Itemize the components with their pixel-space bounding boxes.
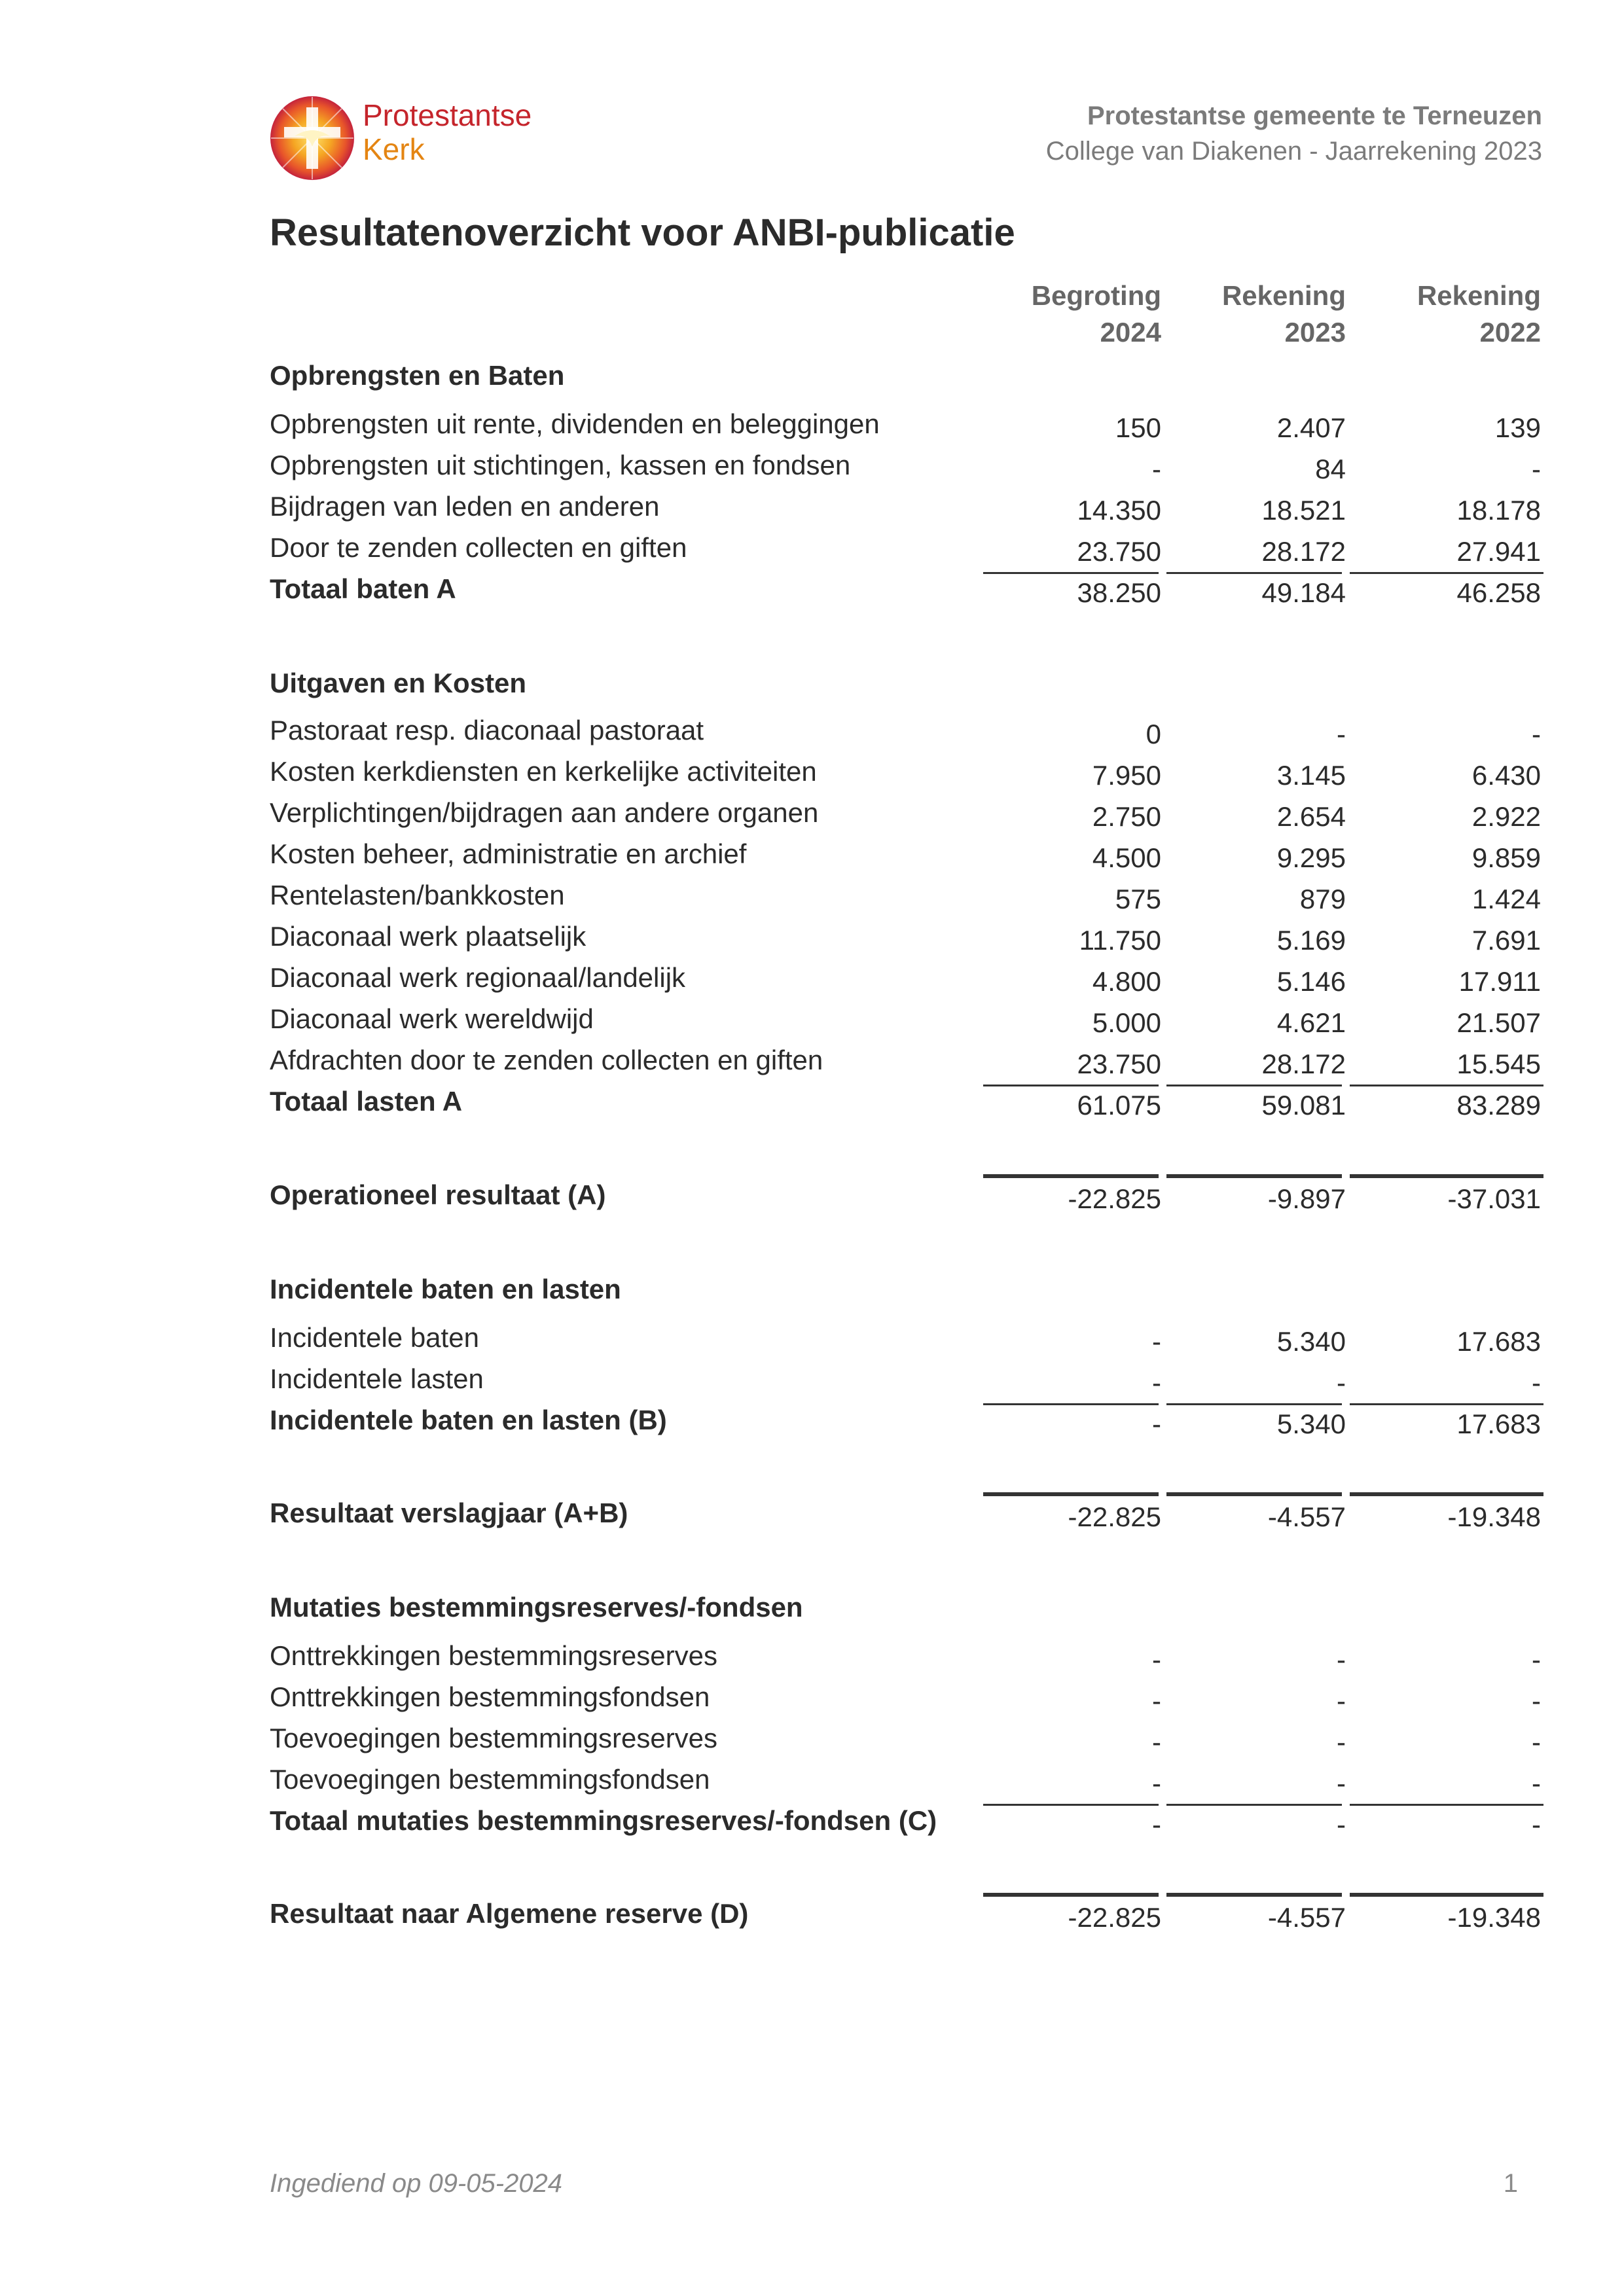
table-row xyxy=(0,753,1624,795)
row-label: Incidentele lasten xyxy=(270,1363,484,1394)
total-row xyxy=(0,1083,1624,1125)
value-begroting-2024: 7.950 xyxy=(1092,760,1161,791)
value-rekening-2023: 2.654 xyxy=(1276,801,1346,832)
value-begroting-2024: 23.750 xyxy=(1077,1049,1161,1079)
value-rekening-2023: - xyxy=(1337,1644,1346,1675)
value-rekening-2022: - xyxy=(1532,1644,1541,1675)
value-rekening-2023: 5.340 xyxy=(1276,1408,1346,1439)
protestantse-kerk-logo xyxy=(270,96,355,181)
row-label: Toevoegingen bestemmingsreserves xyxy=(270,1723,718,1753)
value-rekening-2022: - xyxy=(1532,1727,1541,1757)
logo-line-1: Protestantse xyxy=(363,98,532,132)
value-rekening-2022: 7.691 xyxy=(1471,925,1541,956)
value-rekening-2023: 5.340 xyxy=(1276,1326,1346,1357)
table-row xyxy=(0,1361,1624,1403)
row-label: Opbrengsten uit stichtingen, kassen en fondsen xyxy=(270,450,851,480)
value-rekening-2022: -19.348 xyxy=(1447,1501,1541,1532)
value-rekening-2023: -9.897 xyxy=(1267,1183,1346,1214)
table-row xyxy=(0,712,1624,754)
table-row xyxy=(0,1761,1624,1803)
value-rekening-2023: 2.407 xyxy=(1276,412,1346,443)
table-row xyxy=(0,488,1624,530)
value-rekening-2022: - xyxy=(1532,1367,1541,1398)
total-row xyxy=(0,1803,1624,1844)
value-rekening-2022: 6.430 xyxy=(1471,760,1541,791)
value-rekening-2022: 18.178 xyxy=(1456,495,1541,526)
row-label: Pastoraat resp. diaconaal pastoraat xyxy=(270,715,704,745)
value-rekening-2023: - xyxy=(1337,719,1346,749)
row-label: Toevoegingen bestemmingsfondsen xyxy=(270,1764,710,1795)
value-rekening-2022: 83.289 xyxy=(1456,1090,1541,1121)
table-row xyxy=(0,406,1624,448)
table-row xyxy=(0,447,1624,489)
document-subtitle: College van Diakenen - Jaarrekening 2023 xyxy=(1045,137,1542,166)
value-rekening-2023: - xyxy=(1337,1685,1346,1716)
value-begroting-2024: -22.825 xyxy=(1068,1501,1161,1532)
row-label: Diaconaal werk regionaal/landelijk xyxy=(270,962,686,993)
row-label: Diaconaal werk plaatselijk xyxy=(270,921,586,952)
total-row xyxy=(0,1402,1624,1444)
row-label: Totaal baten A xyxy=(270,573,456,604)
value-begroting-2024: - xyxy=(1152,1768,1161,1799)
row-label: Door te zenden collecten en giften xyxy=(270,532,687,563)
value-begroting-2024: 575 xyxy=(1115,884,1161,914)
value-rekening-2022: - xyxy=(1532,1809,1541,1840)
section-heading xyxy=(0,1271,1624,1313)
value-rekening-2022: 17.911 xyxy=(1458,966,1541,997)
value-rekening-2023: -4.557 xyxy=(1267,1902,1346,1933)
section-heading-label: Opbrengsten en Baten xyxy=(270,360,565,391)
value-rekening-2023: 9.295 xyxy=(1276,842,1346,873)
result-row xyxy=(0,1495,1624,1537)
value-begroting-2024: - xyxy=(1152,1326,1161,1357)
table-row xyxy=(0,1042,1624,1084)
submission-date: Ingediend op 09-05-2024 xyxy=(270,2169,563,2198)
value-rekening-2022: 17.683 xyxy=(1456,1408,1541,1439)
column-header-rekening-2023: Rekening 2023 xyxy=(1221,280,1346,348)
table-row xyxy=(0,1319,1624,1361)
row-label: Onttrekkingen bestemmingsreserves xyxy=(270,1640,717,1671)
value-rekening-2022: 2.922 xyxy=(1471,801,1541,832)
value-begroting-2024: - xyxy=(1152,1727,1161,1757)
table-row xyxy=(0,877,1624,919)
value-begroting-2024: - xyxy=(1152,1367,1161,1398)
value-rekening-2022: - xyxy=(1532,719,1541,749)
value-begroting-2024: - xyxy=(1152,1685,1161,1716)
section-heading-label: Mutaties bestemmingsreserves/-fondsen xyxy=(270,1592,803,1623)
total-row xyxy=(0,571,1624,613)
value-begroting-2024: 0 xyxy=(1146,719,1161,749)
value-begroting-2024: 150 xyxy=(1115,412,1161,443)
value-rekening-2022: - xyxy=(1532,454,1541,484)
value-begroting-2024: 14.350 xyxy=(1077,495,1161,526)
value-rekening-2023: 5.146 xyxy=(1276,966,1346,997)
table-row xyxy=(0,529,1624,571)
value-rekening-2023: - xyxy=(1337,1727,1346,1757)
logo-wordmark xyxy=(363,98,532,166)
value-begroting-2024: 23.750 xyxy=(1077,536,1161,567)
value-rekening-2023: 4.621 xyxy=(1276,1007,1346,1038)
result-row xyxy=(0,1895,1624,1937)
table-row xyxy=(0,1679,1624,1721)
value-rekening-2023: - xyxy=(1337,1768,1346,1799)
organization-name: Protestantse gemeente te Terneuzen xyxy=(1087,101,1542,130)
logo-line-2: Kerk xyxy=(363,132,425,166)
value-rekening-2022: -37.031 xyxy=(1447,1183,1541,1214)
value-begroting-2024: 38.250 xyxy=(1077,577,1161,608)
value-rekening-2023: 49.184 xyxy=(1261,577,1346,608)
table-row xyxy=(0,795,1624,836)
value-rekening-2023: 84 xyxy=(1315,454,1346,484)
page-number: 1 xyxy=(1503,2169,1518,2198)
value-begroting-2024: - xyxy=(1152,1809,1161,1840)
value-begroting-2024: - xyxy=(1152,1644,1161,1675)
row-label: Afdrachten door te zenden collecten en giften xyxy=(270,1045,823,1075)
section-heading xyxy=(0,357,1624,399)
value-begroting-2024: 11.750 xyxy=(1079,925,1161,956)
section-heading-label: Uitgaven en Kosten xyxy=(270,668,527,698)
row-label: Bijdragen van leden en anderen xyxy=(270,491,660,522)
value-begroting-2024: - xyxy=(1152,454,1161,484)
value-begroting-2024: -22.825 xyxy=(1068,1902,1161,1933)
row-label: Incidentele baten en lasten (B) xyxy=(270,1405,667,1435)
value-rekening-2023: - xyxy=(1337,1809,1346,1840)
value-rekening-2022: 27.941 xyxy=(1456,536,1541,567)
column-header-begroting-2024: Begroting 2024 xyxy=(1031,280,1161,348)
row-label: Kosten beheer, administratie en archief xyxy=(270,838,747,869)
row-label: Opbrengsten uit rente, dividenden en beleggingen xyxy=(270,408,880,439)
table-row xyxy=(0,1720,1624,1762)
row-label: Resultaat naar Algemene reserve (D) xyxy=(270,1898,749,1929)
section-heading xyxy=(0,665,1624,707)
row-label: Totaal mutaties bestemmingsreserves/-fondsen (C) xyxy=(270,1805,937,1836)
row-label: Operationeel resultaat (A) xyxy=(270,1179,606,1210)
row-label: Resultaat verslagjaar (A+B) xyxy=(270,1498,628,1528)
section-heading-label: Incidentele baten en lasten xyxy=(270,1274,621,1304)
row-label: Totaal lasten A xyxy=(270,1086,463,1117)
value-rekening-2023: 3.145 xyxy=(1276,760,1346,791)
table-row xyxy=(0,960,1624,1001)
value-begroting-2024: -22.825 xyxy=(1068,1183,1161,1214)
value-rekening-2022: 139 xyxy=(1494,412,1541,443)
value-rekening-2022: - xyxy=(1532,1685,1541,1716)
row-label: Kosten kerkdiensten en kerkelijke activiteiten xyxy=(270,756,817,787)
table-row xyxy=(0,1638,1624,1679)
value-rekening-2022: -19.348 xyxy=(1447,1902,1541,1933)
value-rekening-2023: 28.172 xyxy=(1261,1049,1346,1079)
section-heading xyxy=(0,1589,1624,1631)
column-header-rekening-2022: Rekening 2022 xyxy=(1416,280,1541,348)
value-rekening-2022: 17.683 xyxy=(1456,1326,1541,1357)
value-begroting-2024: 4.800 xyxy=(1092,966,1161,997)
value-rekening-2022: 21.507 xyxy=(1456,1007,1541,1038)
row-label: Rentelasten/bankkosten xyxy=(270,880,565,910)
row-label: Diaconaal werk wereldwijd xyxy=(270,1003,594,1034)
row-label: Onttrekkingen bestemmingsfondsen xyxy=(270,1681,710,1712)
value-rekening-2022: 1.424 xyxy=(1471,884,1541,914)
result-row xyxy=(0,1177,1624,1219)
value-rekening-2022: 15.545 xyxy=(1456,1049,1541,1079)
value-begroting-2024: 2.750 xyxy=(1092,801,1161,832)
value-rekening-2023: 879 xyxy=(1299,884,1346,914)
table-row xyxy=(0,1001,1624,1043)
value-begroting-2024: 61.075 xyxy=(1077,1090,1161,1121)
document-header xyxy=(1046,98,1542,169)
value-rekening-2023: - xyxy=(1337,1367,1346,1398)
table-row xyxy=(0,836,1624,878)
value-begroting-2024: 4.500 xyxy=(1092,842,1161,873)
row-label: Verplichtingen/bijdragen aan andere organen xyxy=(270,797,819,828)
value-rekening-2023: 18.521 xyxy=(1261,495,1346,526)
table-row xyxy=(0,918,1624,960)
value-rekening-2023: 5.169 xyxy=(1276,925,1346,956)
value-rekening-2022: 9.859 xyxy=(1471,842,1541,873)
value-rekening-2023: -4.557 xyxy=(1267,1501,1346,1532)
value-rekening-2023: 28.172 xyxy=(1261,536,1346,567)
row-label: Incidentele baten xyxy=(270,1322,479,1353)
value-begroting-2024: 5.000 xyxy=(1092,1007,1161,1038)
value-begroting-2024: - xyxy=(1152,1408,1161,1439)
value-rekening-2022: 46.258 xyxy=(1456,577,1541,608)
page-title: Resultatenoverzicht voor ANBI-publicatie xyxy=(270,211,1015,254)
value-rekening-2022: - xyxy=(1532,1768,1541,1799)
value-rekening-2023: 59.081 xyxy=(1261,1090,1346,1121)
